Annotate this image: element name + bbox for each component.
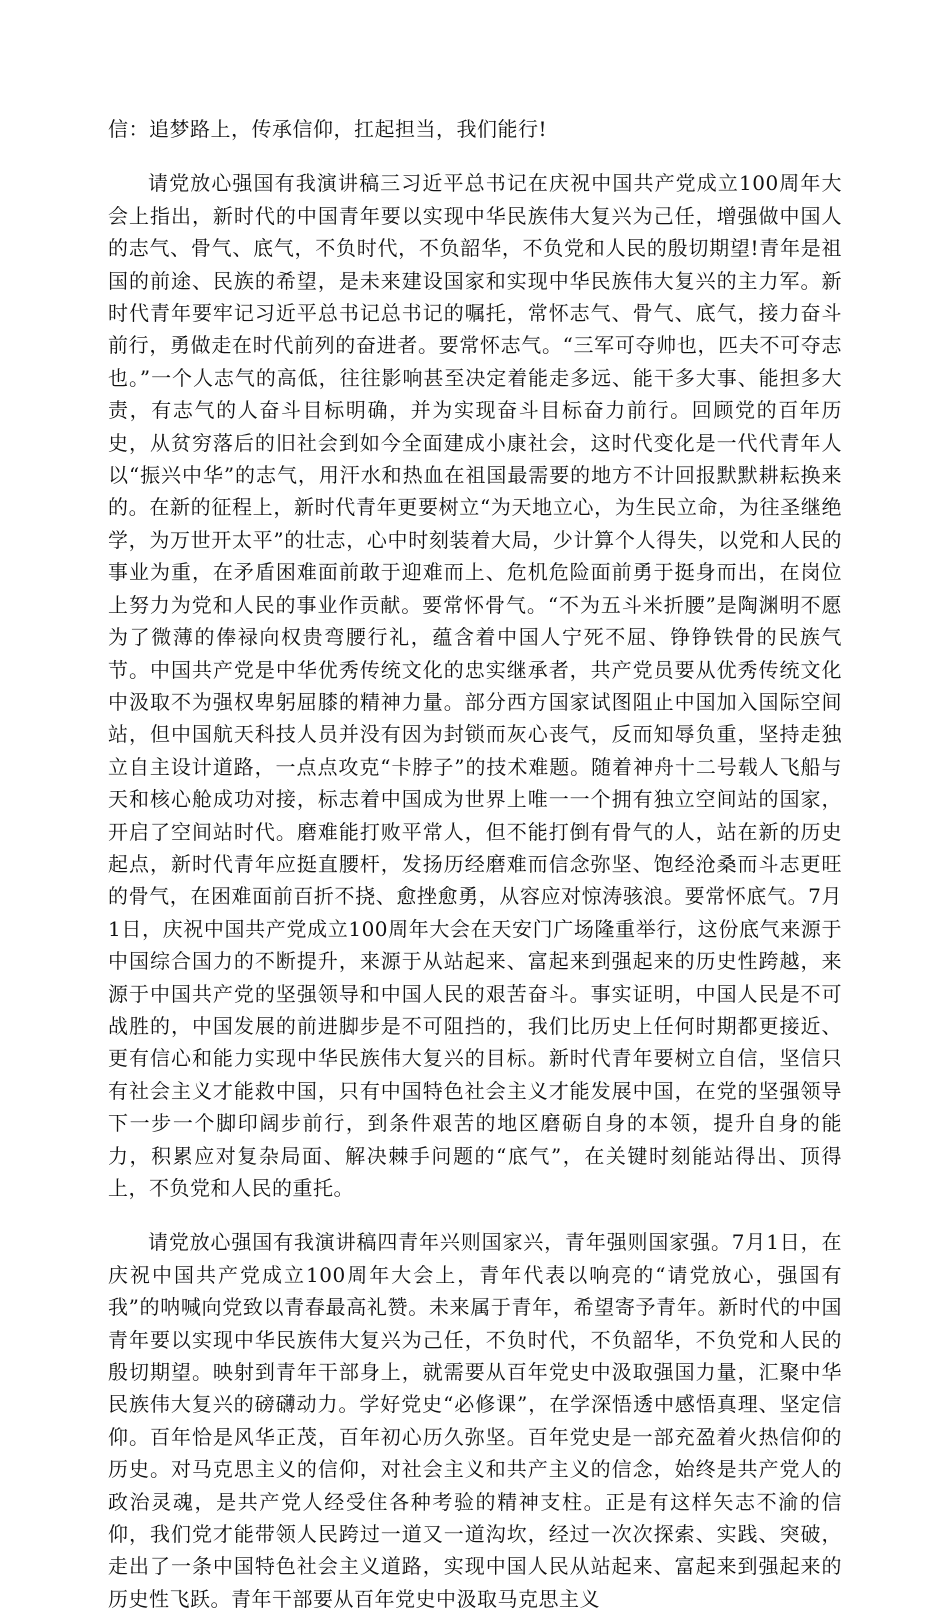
paragraph-speech-three: 请党放心强国有我演讲稿三习近平总书记在庆祝中国共产党成立100周年大会上指出，新时代的中国青年要以实现中华民族伟大复兴为己任，增强做中国人的志气、骨气、底气，不负时代，不负韶华，不负党和人民的殷切期望!青年是祖国的前途、民族的希望，是未来建设国家和实现中华民族伟大复兴的主力军。新时代青年要牢记习近平总书记总书记的嘱托，常怀志气、骨气、底气，接力奋斗前行，勇做走在时代前列的奋进者。要常怀志气。“三军可夺帅也，匹夫不可夺志也。”一个人志气的高低，往往影响甚至决定着能走多远、能干多大事、能担多大责，有志气的人奋斗目标明确，并为实现奋斗目标奋力前行。回顾党的百年历史，从贫穷落后的旧社会到如今全面建成小康社会，这时代变化是一代代青年人以“振兴中华”的志气，用汗水和热血在祖国最需要的地方不计回报默默耕耘换来的。在新的征程上，新时代青年更要树立“为天地立心，为生民立命，为往圣继绝学，为万世开太平”的壮志，心中时刻装着大局，少计算个人得失，以党和人民的事业为重，在矛盾困难面前敢于迎难而上、危机危险面前勇于挺身而出，在岗位上努力为党和人民的事业作贡献。要常怀骨气。“不为五斗米折腰”是陶渊明不愿为了微薄的俸禄向权贵弯腰行礼，蕴含着中国人宁死不屈、铮铮铁骨的民族气节。中国共产党是中华优秀传统文化的忠实继承者，共产党员要从优秀传统文化中汲取不为强权卑躬屈膝的精神力量。部分西方国家试图阻止中国加入国际空间站，但中国航天科技人员并没有因为封锁而灰心丧气，反而知辱负重，坚持走独立自主设计道路，一点点攻克“卡脖子”的技术难题。随着神舟十二号载人飞船与天和核心舱成功对接，标志着中国成为世界上唯一一个拥有独立空间站的国家，开启了空间站时代。磨难能打败平常人，但不能打倒有骨气的人，站在新的历史起点，新时代青年应挺直腰杆，发扬历经磨难而信念弥坚、饱经沧桑而斗志更旺的骨气，在困难面前百折不挠、愈挫愈勇，从容应对惊涛骇浪。要常怀底气。7月1日，庆祝中国共产党成立100周年大会在天安门广场隆重举行，这份底气来源于中国综合国力的不断提升，来源于从站起来、富起来到强起来的历史性跨越，来源于中国共产党的坚强领导和中国人民的艰苦奋斗。事实证明，中国人民是不可战胜的，中国发展的前进脚步是不可阻挡的，我们比历史上任何时期都更接近、更有信心和能力实现中华民族伟大复兴的目标。新时代青年要树立自信，坚信只有社会主义才能救中国，只有中国特色社会主义才能发展中国，在党的坚强领导下一步一个脚印阔步前行，到条件艰苦的地区磨砺自身的本领，提升自身的能力，积累应对复杂局面、解决棘手问题的“底气”，在关键时刻能站得出、顶得上，不负党和人民的重托。 (108, 171, 842, 1200)
paragraph-gap (108, 1204, 842, 1226)
paragraph-speech-four: 请党放心强国有我演讲稿四青年兴则国家兴，青年强则国家强。7月1日，在庆祝中国共产党成立100周年大会上，青年代表以响亮的“请党放心，强国有我”的呐喊向党致以青春最高礼赞。未来属于青年，希望寄予青年。新时代的中国青年要以实现中华民族伟大复兴为己任，不负时代，不负韶华，不负党和人民的殷切期望。映射到青年干部身上，就需要从百年党史中汲取强国力量，汇聚中华民族伟大复兴的磅礴动力。学好党史“必修课”，在学深悟透中感悟真理、坚定信仰。百年恰是风华正茂，百年初心历久弥坚。百年党史是一部充盈着火热信仰的历史。对马克思主义的信仰，对社会主义和共产主义的信念，始终是共产党人的政治灵魂，是共产党人经受住各种考验的精神支柱。正是有这样矢志不渝的信仰，我们党才能带领人民跨过一道又一道沟坎，经过一次次探索、实践、突破，走出了一条中国特色社会主义道路，实现中国人民从站起来、富起来到强起来的历史性飞跃。青年干部要从百年党史中汲取马克思主义 (108, 1230, 842, 1611)
paragraph-continuation: 信：追梦路上，传承信仰，扛起担当，我们能行! (108, 117, 548, 141)
paragraph-gap (108, 145, 842, 167)
